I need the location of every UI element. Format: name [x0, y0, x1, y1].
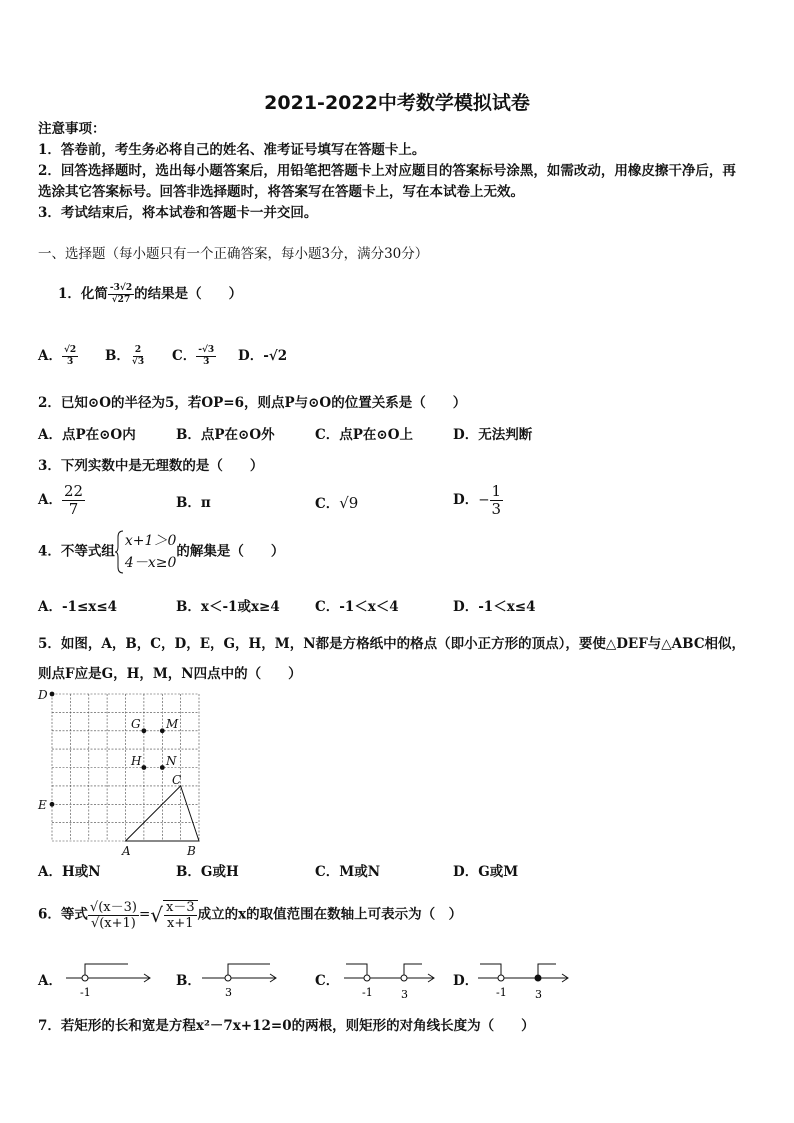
q5-option-b[interactable]: B．G或H — [176, 864, 239, 880]
q6-option-b-label[interactable]: B． — [176, 973, 201, 989]
q1-expression: $\frac{-3√2}{√27}$ — [109, 283, 133, 305]
question-5-line-2: 则点F应是G，H，M，N四点中的（ ） — [38, 666, 302, 682]
q3-option-a[interactable]: A． $\frac{22}{7}$ — [38, 482, 84, 518]
notice-item-1: 1．答卷前，考生务必将自己的姓名、准考证号填写在答题卡上。 — [38, 142, 426, 158]
q2-option-a[interactable]: A．点P在⊙O内 — [38, 427, 136, 443]
question-7-stem: 7．若矩形的长和宽是方程x²－7x+12=0的两根，则矩形的对角线长度为（ ） — [38, 1018, 535, 1034]
question-6-stem: 6．等式 $\frac{√(x-3)}{√(x+1)}$ =√ $\frac{x-3}{x+1}$ 成立的x的取值范围在数轴上可表示为（ ） — [38, 899, 463, 931]
q1-option-d[interactable]: D．-√2 — [238, 348, 288, 364]
q1-prefix: 1．化简 — [58, 286, 108, 302]
q6-option-a-numberline[interactable] — [64, 958, 154, 1000]
q3-option-c[interactable]: C．√9 — [315, 494, 359, 512]
q5-option-a[interactable]: A．H或N — [38, 864, 101, 880]
q1-option-c[interactable]: C． $\frac{-√3}{3}$ — [172, 345, 215, 367]
point-h — [142, 765, 147, 770]
q4-option-b[interactable]: B．x＜-1或x≥4 — [176, 599, 280, 615]
q4-system: x+1＞0 4－x≥0 — [115, 530, 176, 574]
q6-suffix: 成立的x的取值范围在数轴上可表示为（ ） — [197, 906, 463, 923]
q1-suffix: 的结果是（ ） — [134, 286, 243, 302]
q3-option-d[interactable]: D．− $\frac{1}{3}$ — [453, 482, 502, 518]
q6-option-d-label[interactable]: D． — [453, 973, 479, 989]
q6-d-tick-2: 3 — [535, 988, 542, 1000]
question-2-stem: 2．已知⊙O的半径为5，若OP=6，则点P与⊙O的位置关系是（ ） — [38, 395, 467, 411]
q2-option-c[interactable]: C．点P在⊙O上 — [315, 427, 413, 443]
page-title: 2021-2022中考数学模拟试卷 — [264, 92, 530, 114]
q4-option-a[interactable]: A．-1≤x≤4 — [38, 599, 118, 615]
point-e — [50, 802, 55, 807]
q1-option-a[interactable]: A． $\frac{√2}{3}$ — [38, 345, 77, 367]
q6-option-a-label[interactable]: A． — [38, 973, 62, 989]
q4-suffix: 的解集是（ ） — [176, 543, 285, 560]
notice-item-2: 2．回答选择题时，选出每小题答案后，用铅笔把答题卡上对应题目的答案标号涂黑，如需改动，用橡皮擦干净后，再 — [38, 163, 736, 179]
label-n: N — [166, 754, 177, 768]
q2-option-b[interactable]: B．点P在⊙O外 — [176, 427, 275, 443]
q5-option-c[interactable]: C．M或N — [315, 864, 381, 880]
q5-grid-figure — [36, 686, 206, 858]
notice-item-3: 3．考试结束后，将本试卷和答题卡一并交回。 — [38, 205, 318, 221]
q6-c-tick-2: 3 — [401, 988, 408, 1000]
q6-lhs: $\frac{√(x-3)}{√(x+1)}$ — [89, 899, 137, 931]
q4-prefix: 4．不等式组 — [38, 543, 115, 560]
q2-option-d[interactable]: D．无法判断 — [453, 427, 533, 443]
section-heading: 一、选择题（每小题只有一个正确答案，每小题3分，满分30分） — [38, 246, 429, 262]
q1-option-b[interactable]: B． $\frac{2}{√3}$ — [105, 345, 145, 367]
label-d: D — [38, 688, 48, 702]
q6-option-b-numberline[interactable] — [200, 958, 280, 1000]
q3-option-b[interactable]: B．π — [176, 495, 211, 511]
q5-option-d[interactable]: D．G或M — [453, 864, 519, 880]
question-3-stem: 3．下列实数中是无理数的是（ ） — [38, 458, 264, 474]
q4-option-d[interactable]: D．-1＜x≤4 — [453, 599, 536, 615]
question-4-stem — [38, 530, 284, 574]
label-a: A — [122, 844, 131, 858]
q6-option-c-numberline[interactable] — [342, 958, 438, 1000]
notice-heading: 注意事项： — [38, 121, 106, 137]
question-1-stem — [58, 283, 242, 305]
notice-item-2-cont: 选涂其它答案标号。回答非选择题时，将答案写在答题卡上，写在本试卷上无效。 — [38, 184, 524, 200]
brace-icon — [115, 530, 125, 574]
q6-prefix: 6．等式 — [38, 906, 88, 923]
question-5-line-1: 5．如图，A，B，C，D，E，G，H，M，N都是方格纸中的格点（即小正方形的顶点），要使△DEF与△ABC相似， — [38, 636, 746, 652]
q6-option-d-numberline[interactable] — [476, 958, 572, 1000]
point-g — [142, 728, 147, 733]
q6-c-tick-1: -1 — [362, 986, 373, 999]
q6-a-tick: -1 — [80, 986, 91, 999]
q4-option-c[interactable]: C．-1＜x＜4 — [315, 599, 399, 615]
label-c: C — [172, 773, 182, 787]
q6-option-c-label[interactable]: C． — [315, 973, 340, 989]
q6-b-tick: 3 — [225, 986, 232, 999]
label-m: M — [166, 717, 179, 731]
label-e: E — [38, 798, 47, 812]
point-m — [160, 728, 165, 733]
q6-d-tick-1: -1 — [496, 986, 507, 999]
q6-rhs: $\frac{x-3}{x+1}$ — [163, 900, 198, 930]
label-h: H — [131, 754, 142, 768]
label-b: B — [187, 844, 196, 858]
point-d — [50, 692, 55, 697]
point-n — [160, 765, 165, 770]
label-g: G — [131, 717, 141, 731]
